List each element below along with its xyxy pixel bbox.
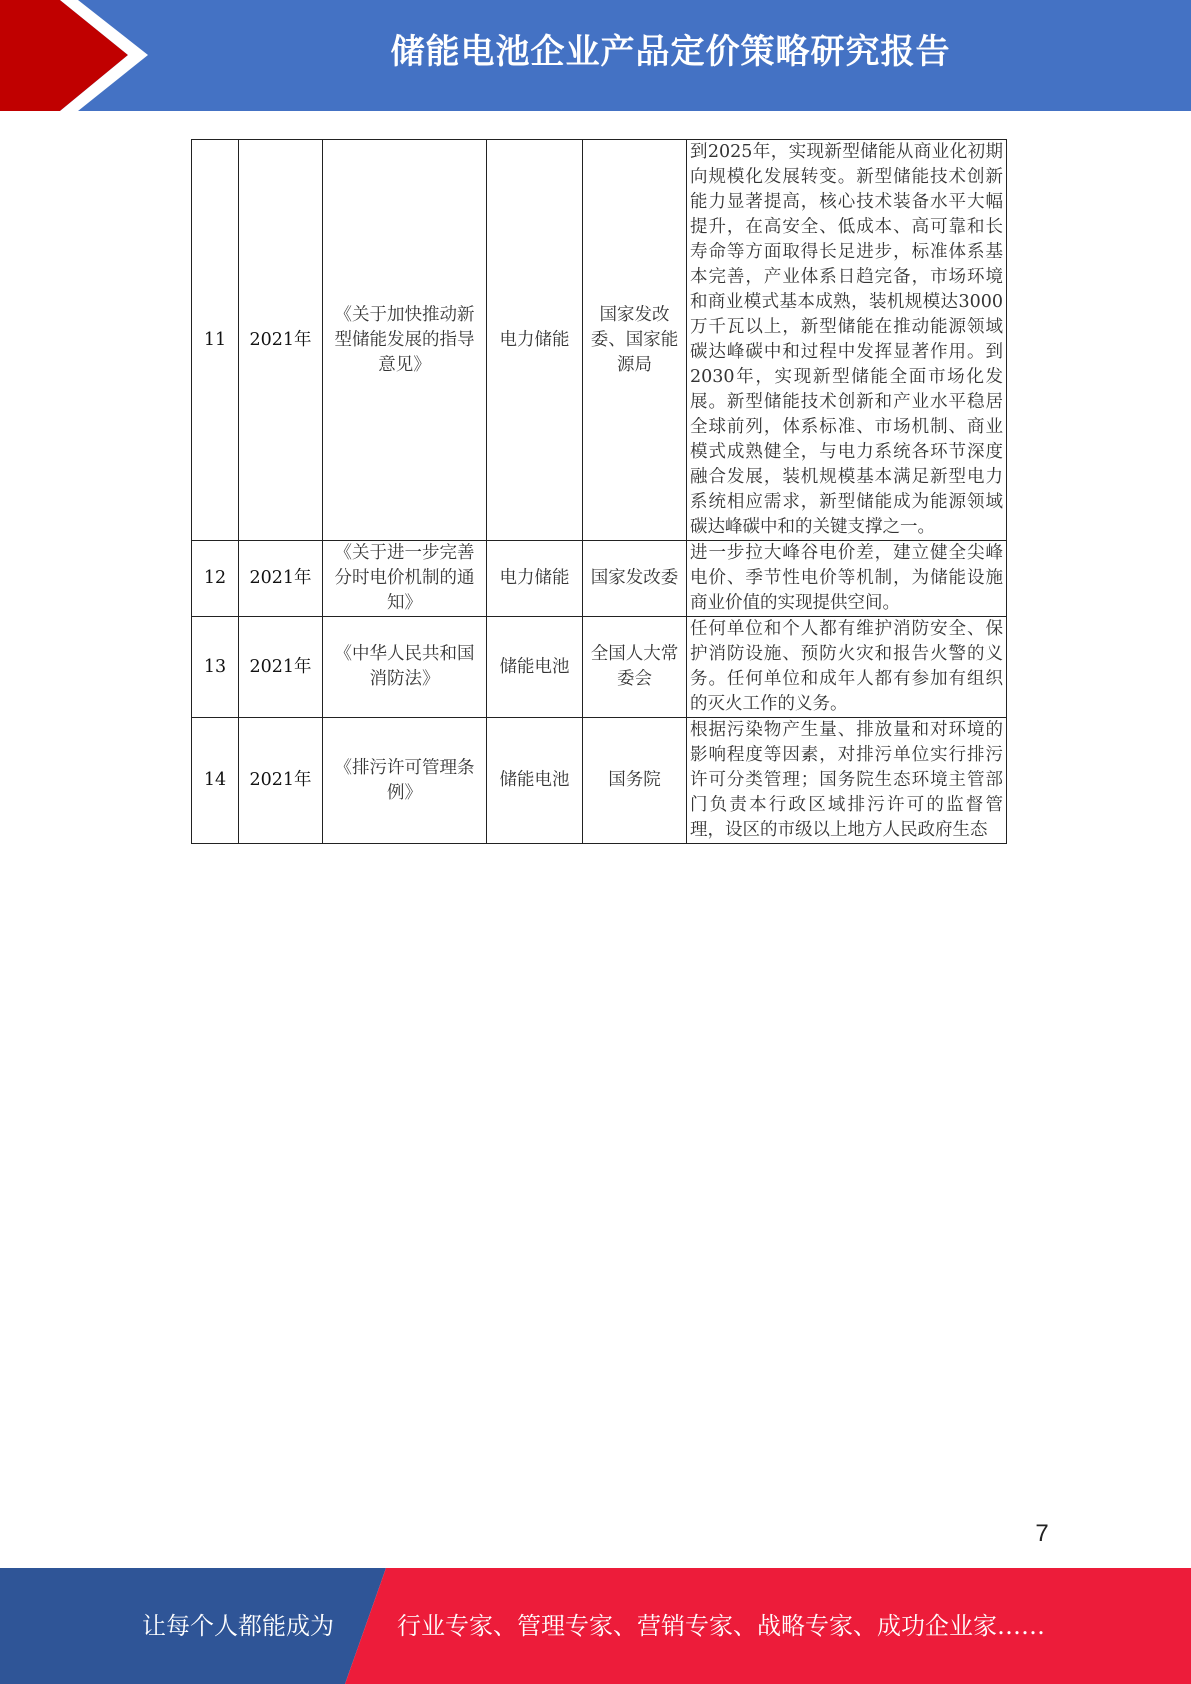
table-row — [192, 140, 1007, 541]
page-footer — [0, 1568, 1191, 1684]
footer-slogan-right: 行业专家、管理专家、营销专家、战略专家、成功企业家…… — [397, 1612, 1045, 1640]
issuing-body: 国务院 — [583, 718, 687, 844]
row-index: 13 — [192, 617, 239, 718]
policy-name: 《关于进一步完善分时电价机制的通知》 — [323, 541, 487, 617]
policy-content: 根据污染物产生量、排放量和对环境的影响程度等因素，对排污单位实行排污许可分类管理；国务院生态环境主管部门负责本行政区域排污许可的监督管理，设区的市级以上地方人民政府生态 — [687, 718, 1007, 844]
policy-name: 《关于加快推动新型储能发展的指导意见》 — [323, 140, 487, 541]
table-row — [192, 541, 1007, 617]
policy-category: 电力储能 — [487, 140, 583, 541]
row-year: 2021年 — [239, 718, 323, 844]
policy-table — [191, 139, 1007, 844]
row-year: 2021年 — [239, 541, 323, 617]
policy-name: 《排污许可管理条例》 — [323, 718, 487, 844]
footer-slogan-left: 让每个人都能成为 — [142, 1612, 334, 1640]
report-title: 储能电池企业产品定价策略研究报告 — [390, 32, 951, 72]
row-index: 14 — [192, 718, 239, 844]
page-header — [0, 0, 1191, 111]
issuing-body: 国家发改委 — [583, 541, 687, 617]
table-row — [192, 617, 1007, 718]
policy-category: 储能电池 — [487, 617, 583, 718]
issuing-body: 全国人大常委会 — [583, 617, 687, 718]
policy-category: 储能电池 — [487, 718, 583, 844]
table-row — [192, 718, 1007, 844]
policy-content: 任何单位和个人都有维护消防安全、保护消防设施、预防火灾和报告火警的义务。任何单位和成年人都有参加有组织的灭火工作的义务。 — [687, 617, 1007, 718]
policy-content: 进一步拉大峰谷电价差，建立健全尖峰电价、季节性电价等机制，为储能设施商业价值的实现提供空间。 — [687, 541, 1007, 617]
row-index: 12 — [192, 541, 239, 617]
page-number: 7 — [1035, 1520, 1049, 1547]
policy-name: 《中华人民共和国消防法》 — [323, 617, 487, 718]
row-year: 2021年 — [239, 617, 323, 718]
row-year: 2021年 — [239, 140, 323, 541]
row-index: 11 — [192, 140, 239, 541]
policy-content: 到2025年，实现新型储能从商业化初期向规模化发展转变。新型储能技术创新能力显著提高，核心技术装备水平大幅提升，在高安全、低成本、高可靠和长寿命等方面取得长足进步，标准体系基本完善，产业体系日趋完备，市场环境和商业模式基本成熟，装机规模达3000万千瓦以上，新型储能在推动能源领域碳达峰碳中和过程中发挥显著作用。到2030年，实现新型储能全面市场化发展。新型储能技术创新和产业水平稳居全球前列，体系标准、市场机制、商业模式成熟健全，与电力系统各环节深度融合发展，装机规模基本满足新型电力系统相应需求，新型储能成为能源领域碳达峰碳中和的关键支撑之一。 — [687, 140, 1007, 541]
issuing-body: 国家发改委、国家能源局 — [583, 140, 687, 541]
policy-category: 电力储能 — [487, 541, 583, 617]
